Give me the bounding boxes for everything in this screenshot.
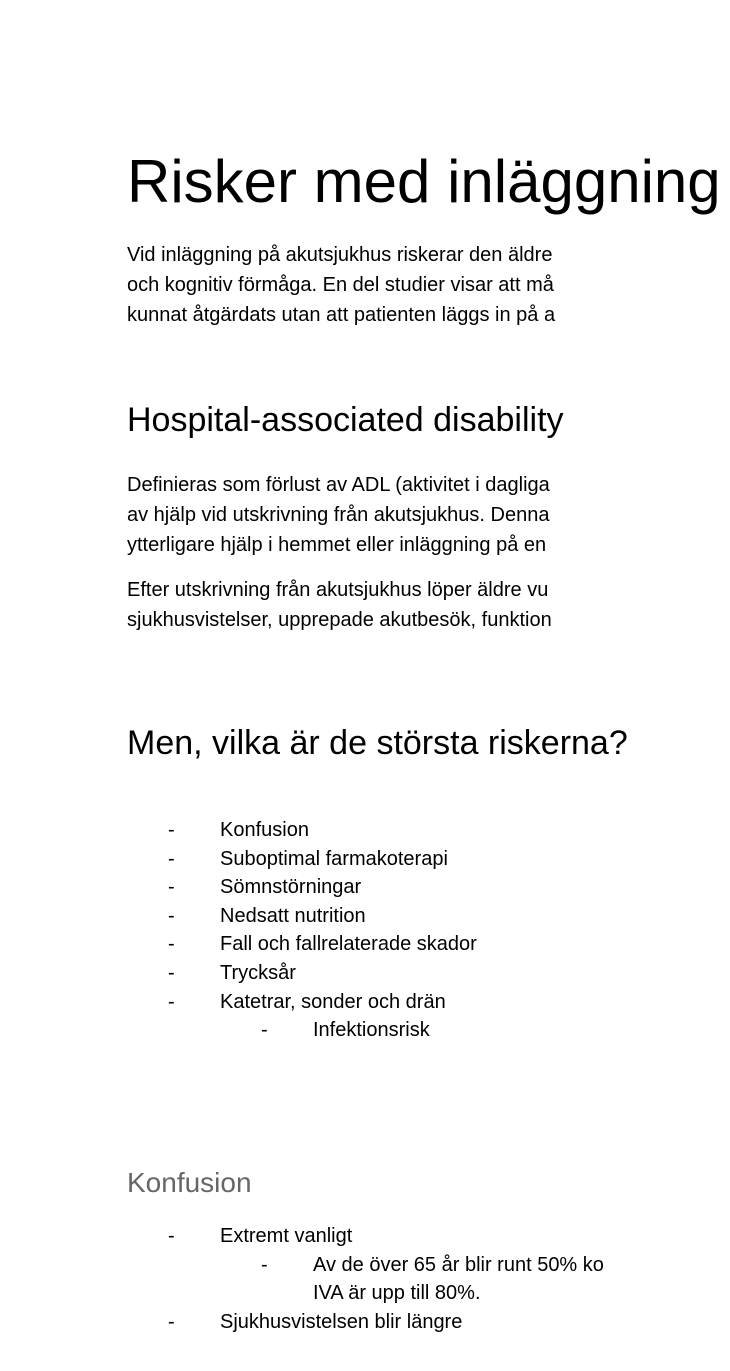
paragraph-line: av hjälp vid utskrivning från akutsjukhus. Denna: [127, 504, 550, 526]
discharge-paragraph: [127, 575, 552, 635]
definition-paragraph: [127, 470, 550, 560]
risks-list: [127, 816, 477, 1045]
list-item: - Sjukhusvistelsen blir längre: [127, 1308, 604, 1337]
section-heading-konfusion: Konfusion: [127, 1167, 252, 1198]
intro-line: kunnat åtgärdats utan att patienten läggs in på a: [127, 304, 556, 326]
dash-bullet-icon: -: [168, 1225, 175, 1247]
dash-bullet-icon: -: [168, 961, 175, 984]
dash-bullet-icon: -: [261, 1253, 268, 1276]
nested-list-item: - Infektionsrisk: [127, 1016, 477, 1045]
list-item: - Fall och fallrelaterade skador: [127, 930, 477, 959]
page-title: Risker med inläggning: [127, 148, 721, 215]
list-item: - Extremt vanligt: [127, 1222, 604, 1251]
dash-bullet-icon: -: [168, 1310, 175, 1333]
section-heading-hospital-associated-disability: Hospital-associated disability: [127, 401, 564, 439]
dash-bullet-icon: -: [261, 1019, 268, 1042]
konfusion-list: [127, 1222, 604, 1336]
list-item: - Konfusion: [127, 816, 477, 845]
dash-bullet-icon: -: [168, 876, 175, 899]
intro-line: och kognitiv förmåga. En del studier visar att må: [127, 274, 554, 296]
list-item: - Suboptimal farmakoterapi: [127, 845, 477, 874]
paragraph-line: ytterligare hjälp i hemmet eller inläggning på en: [127, 534, 547, 556]
dash-bullet-icon: -: [168, 933, 175, 956]
list-item: - Nedsatt nutrition: [127, 902, 477, 931]
dash-bullet-icon: -: [168, 904, 175, 927]
dash-bullet-icon: -: [168, 819, 175, 841]
nested-list-item: - Av de över 65 år blir runt 50% ko IVA är upp till 80%.: [127, 1251, 604, 1308]
list-item: - Sömnstörningar: [127, 873, 477, 902]
paragraph-line: Definieras som förlust av ADL (aktivitet i dagliga: [127, 474, 550, 496]
dash-bullet-icon: -: [168, 847, 175, 870]
paragraph-line: sjukhusvistelser, upprepade akutbesök, funktion: [127, 609, 552, 631]
intro-line: Vid inläggning på akutsjukhus riskerar den äldre: [127, 244, 553, 266]
dash-bullet-icon: -: [168, 990, 175, 1013]
section-heading-biggest-risks: Men, vilka är de största riskerna?: [127, 724, 628, 762]
paragraph-line: Efter utskrivning från akutsjukhus löper äldre vu: [127, 579, 549, 601]
list-item: - Katetrar, sonder och drän: [127, 988, 477, 1017]
list-item: - Trycksår: [127, 959, 477, 988]
intro-paragraph: [127, 240, 555, 330]
